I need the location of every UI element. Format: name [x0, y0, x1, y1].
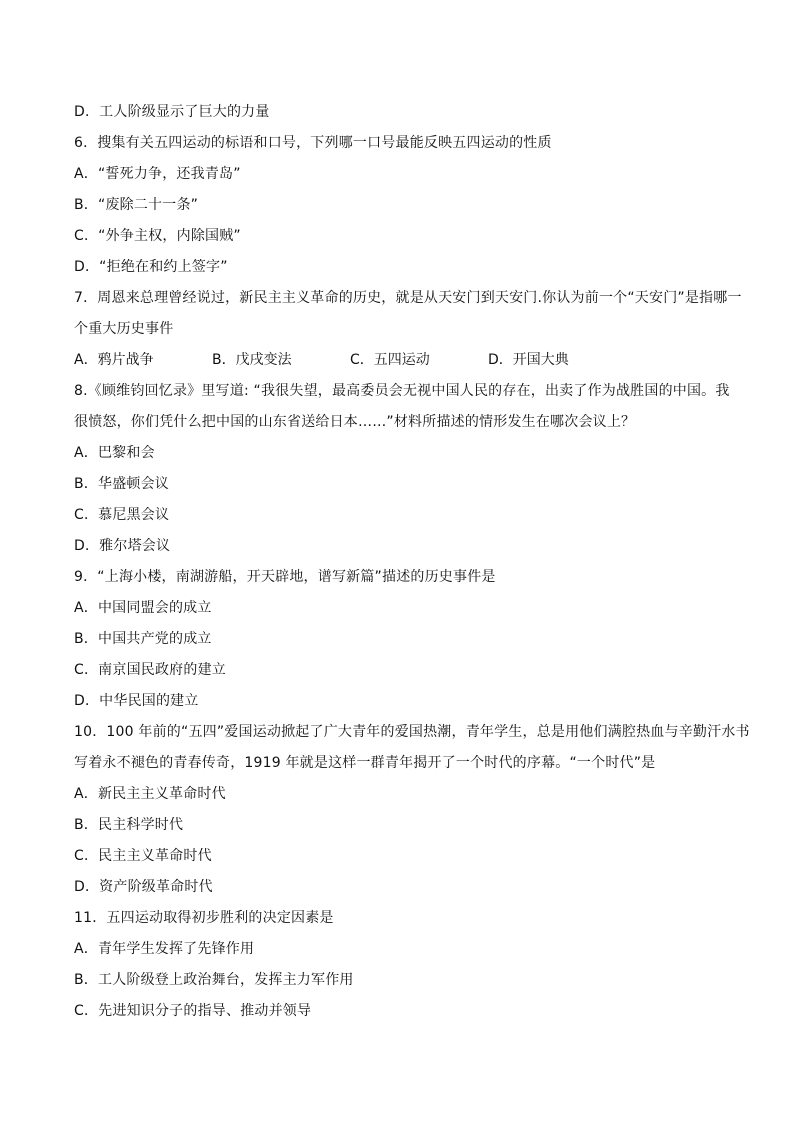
question-7-option-a: A．鸦片战争 — [74, 352, 154, 368]
question-8-line-1: 8.《顾维钧回忆录》里写道: “我很失望，最高委员会无视中国人民的存在，出卖了作为战胜国的中国。我 — [74, 383, 730, 399]
question-10-line-1: 10．100 年前的“五四”爱国运动掀起了广大青年的爱国热潮，青年学生，总是用他们满腔热血与辛勤汗水书 — [74, 724, 750, 740]
question-6-option-a: A．“誓死力争，还我青岛” — [74, 166, 241, 182]
question-10-line-2: 写着永不褪色的青春传奇，1919 年就是这样一群青年揭开了一个时代的序幕。“一个时代”是 — [74, 755, 656, 771]
question-10-option-d: D．资产阶级革命时代 — [74, 879, 213, 895]
question-10-option-b: B．民主科学时代 — [74, 817, 184, 833]
question-6: 6．搜集有关五四运动的标语和口号，下列哪一口号最能反映五四运动的性质 — [74, 135, 552, 151]
question-8-option-a: A．巴黎和会 — [74, 445, 155, 461]
question-8-line-2: 很愤怒，你们凭什么把中国的山东省送给日本……”材料所描述的情形发生在哪次会议上？ — [74, 414, 636, 430]
question-7-option-b: B．戊戌变法 — [212, 352, 292, 368]
question-6-option-b: B．“废除二十一条” — [74, 197, 199, 213]
question-7-option-c: C．五四运动 — [350, 352, 430, 368]
question-8-option-d: D．雅尔塔会议 — [74, 538, 171, 554]
question-9-option-b: B．中国共产党的成立 — [74, 631, 212, 647]
question-11-option-b: B．工人阶级登上政治舞台，发挥主力军作用 — [74, 972, 354, 988]
option-d-line: D．工人阶级显示了巨大的力量 — [74, 104, 270, 120]
question-content — [74, 97, 750, 1027]
question-11-option-a: A．青年学生发挥了先锋作用 — [74, 941, 255, 957]
question-9-option-d: D．中华民国的建立 — [74, 693, 199, 709]
question-11-option-c: C．先进知识分子的指导、推动并领导 — [74, 1003, 312, 1019]
question-6-option-d: D．“拒绝在和约上签字” — [74, 259, 228, 275]
question-9: 9．“上海小楼，南湖游船，开天辟地，谱写新篇”描述的历史事件是 — [74, 569, 496, 585]
question-7-line-1: 7．周恩来总理曾经说过，新民主主义革命的历史，就是从天安门到天安门.你认为前一个“天安门”是指哪一 — [74, 290, 742, 306]
question-10-option-c: C．民主主义革命时代 — [74, 848, 212, 864]
question-7-option-d: D．开国大典 — [488, 352, 569, 368]
question-11: 11．五四运动取得初步胜利的决定因素是 — [74, 910, 334, 926]
question-8-option-c: C．慕尼黑会议 — [74, 507, 170, 523]
question-7-line-2: 个重大历史事件 — [74, 321, 174, 337]
question-8-option-b: B．华盛顿会议 — [74, 476, 170, 492]
question-9-option-c: C．南京国民政府的建立 — [74, 662, 226, 678]
question-7-options — [74, 345, 724, 376]
question-9-option-a: A．中国同盟会的成立 — [74, 600, 212, 616]
question-10-option-a: A．新民主主义革命时代 — [74, 786, 226, 802]
question-6-option-c: C．“外争主权，内除国贼” — [74, 228, 241, 244]
